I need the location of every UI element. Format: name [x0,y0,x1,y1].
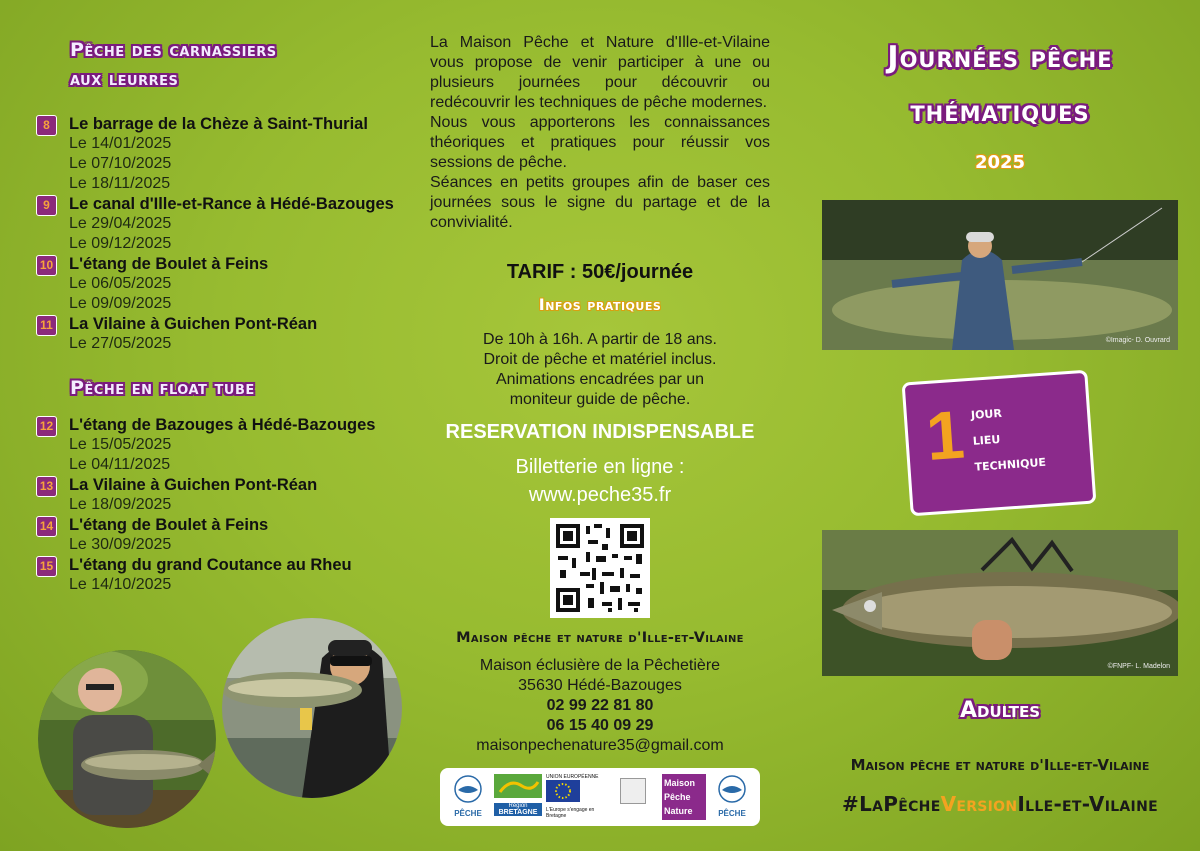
logo-text: Région [494,803,542,809]
federation-peche-logo [448,774,488,820]
event-title: Le barrage de la Chèze à Saint-Thurial [69,115,368,133]
info-line: Animations encadrées par un [495,371,705,388]
contact-block [410,656,790,756]
logo-text: Maison [664,778,696,788]
logo-text: Nature [664,806,693,816]
one-day-badge [902,370,1097,517]
event-date: Le 09/12/2025 [69,235,172,252]
website-link[interactable]: www.peche35.fr [528,484,672,506]
logo-text: PÊCHE [718,809,746,818]
logo-text: PÊCHE [454,809,482,818]
event-title: L'étang de Boulet à Feins [69,255,269,273]
event-number-badge: 8 [36,115,57,136]
billetterie-label: Billetterie en ligne : [515,456,685,478]
badge-line: technique [973,451,1047,475]
main-title-line2: thématiques [910,94,1090,129]
intro-paragraph: Séances en petits groupes afin de baser ces journées sous le signe du partage et de la convivialité. [430,174,770,231]
logo-text: Pêche [664,792,691,802]
address-line: Maison éclusière de la Pêchetière [479,657,721,674]
photo-angler-zander [38,650,216,828]
address-line: 35630 Hédé-Bazouges [518,677,682,694]
eu-logo [546,774,616,820]
intro-paragraph: Nous vous apporterons les connaissances théoriques et pratiques pour réussir vos sessions de pêche. [430,114,770,171]
qr-code[interactable] [550,518,650,618]
event-date: Le 30/09/2025 [69,536,172,553]
event-number-badge: 12 [36,416,57,437]
photo-credit: ©Imagic- D. Ouvrard [1105,337,1170,344]
badge-number: 1 [923,396,967,475]
region-bretagne-logo [494,774,542,820]
maison-peche-nature-logo [662,774,706,820]
event-number-badge: 9 [36,195,57,216]
event-number-badge: 13 [36,476,57,497]
phone-number[interactable]: 06 15 40 09 29 [546,717,654,734]
event-title: La Vilaine à Guichen Pont-Réan [69,315,318,333]
logo-text: UNION EUROPÉENNE [546,774,599,780]
badge-line: jour [970,402,1003,423]
intro-text [430,33,770,233]
middle-column [410,0,790,851]
event-date: Le 14/01/2025 [69,135,172,152]
event-title: L'étang de Bazouges à Hédé-Bazouges [69,416,376,434]
photo-fly-fishing [822,200,1178,350]
event-date: Le 04/11/2025 [69,456,171,473]
main-title-line1: Journées pêche [887,40,1113,75]
info-line: Droit de pêche et matériel inclus. [483,351,717,368]
info-line: moniteur guide de pêche. [509,391,691,408]
event-date: Le 27/05/2025 [69,335,172,352]
section-title-line: Pêche des carnassiers [70,39,277,61]
event-date: Le 15/05/2025 [69,436,172,453]
maison-name: Maison pêche et nature d'Ille-et-Vilaine [850,756,1150,774]
phone-number[interactable]: 02 99 22 81 80 [546,697,654,714]
event-title: L'étang du grand Coutance au Rheu [69,556,352,574]
hashtag-part: Ille-et-Vilaine [1017,792,1158,816]
event-title: L'étang de Boulet à Feins [69,516,269,534]
section-title-line: aux leurres [70,68,179,90]
left-column [0,0,410,851]
event-date: Le 29/04/2025 [69,215,172,232]
tarif: TARIF : 50€/journée [506,261,694,283]
federation-peche-35-logo [712,774,752,820]
event-number-badge: 14 [36,516,57,537]
info-line: De 10h à 16h. A partir de 18 ans. [483,331,717,348]
event-number-badge: 10 [36,255,57,276]
right-column [800,0,1200,851]
maison-title: Maison pêche et nature d'Ille-et-Vilaine [456,630,744,646]
hashtag-part: Version [940,792,1018,816]
section-title-line: Pêche en float tube [70,377,255,399]
section-title-float-tube [70,374,255,403]
logo-text: BRETAGNE [494,809,542,816]
event-title: La Vilaine à Guichen Pont-Réan [69,476,318,494]
billetterie [410,453,790,509]
intro-paragraph: La Maison Pêche et Nature d'Ille-et-Vilaine vous propose de venir participer à une ou plusieurs journées pour découvrir ou redécouvrir les techniques de pêche modernes. [430,34,770,111]
photo-credit: ©FNPF- L. Madelon [1107,663,1170,670]
event-title: Le canal d'Ille-et-Rance à Hédé-Bazouges [69,195,394,213]
partner-logos [440,768,760,826]
event-number-badge: 11 [36,315,57,336]
photo-zander-fish [822,530,1178,676]
email-address[interactable]: maisonpechenature35@gmail.com [476,737,724,754]
hashtag-part: #LaPêche [842,792,941,816]
event-date: Le 14/10/2025 [69,576,172,593]
infos-title: Infos pratiques [538,295,662,314]
logo-text: L'Europe s'engage en Bretagne [546,807,595,819]
hashtag [800,792,1200,816]
audience-label: Adultes [959,698,1040,723]
event-date: Le 06/05/2025 [69,275,172,292]
event-date: Le 09/09/2025 [69,295,172,312]
event-number-badge: 15 [36,556,57,577]
section-title-carnassiers [70,36,277,94]
event-date: Le 07/10/2025 [69,155,172,172]
flag-logo [620,778,646,804]
photo-angler-pike [222,618,402,798]
reservation-heading: RESERVATION INDISPENSABLE [445,421,755,443]
badge-line: lieu [972,428,1001,449]
event-date: Le 18/11/2025 [69,175,171,192]
infos-list [410,330,790,410]
year: 2025 [974,152,1026,173]
event-date: Le 18/09/2025 [69,496,172,513]
